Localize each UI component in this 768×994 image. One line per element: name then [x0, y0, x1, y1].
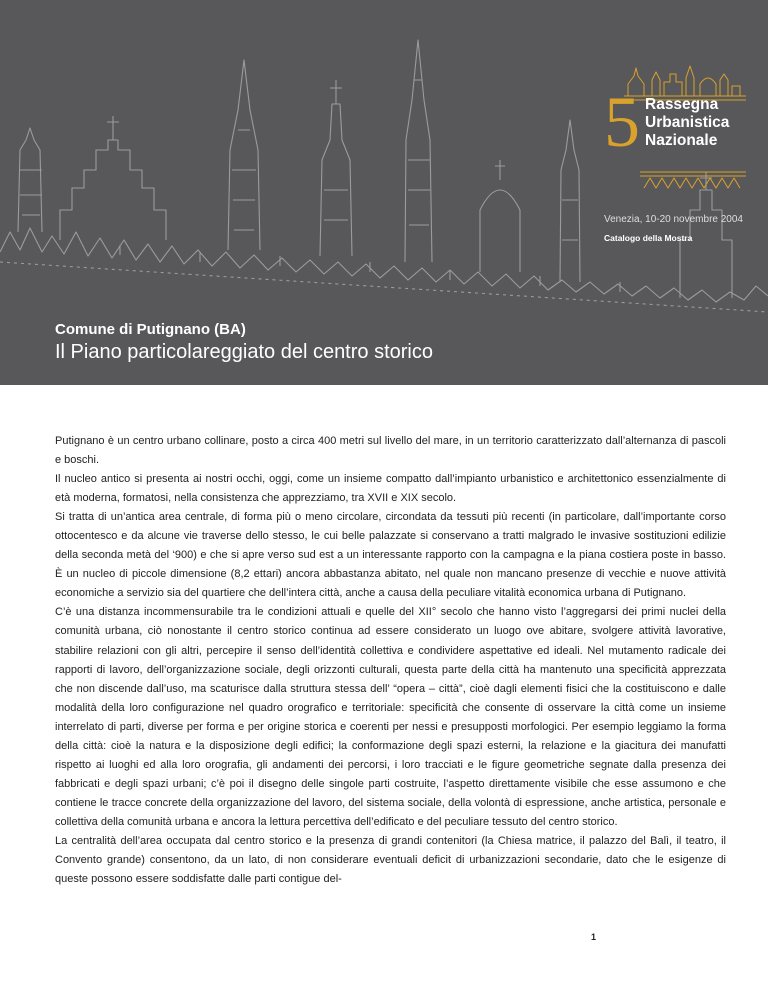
page-title: Il Piano particolareggiato del centro storico: [55, 341, 433, 363]
paragraph: La centralità dell’area occupata dal centro storico e la presenza di grandi contenitori (la Chiesa matrice, il palazzo del Balì, il teatro, il Convento grande) consentono, da un lato, di non considerare eventuali deficit di urbanizzazioni secondarie, dato che le esigenze di queste possono essere soddisfatte dalle parti contigue del-: [55, 834, 726, 886]
paragraph: Il nucleo antico si presenta ai nostri occhi, oggi, come un insieme compatto dall’impianto urbanistico e architettonico essenzialmente di età moderna, formatosi, nella consistenza che apprezziamo, tra XVII e XIX secolo.: [55, 473, 726, 505]
logo-title: [645, 96, 729, 150]
logo-line-2: Urbanistica: [645, 114, 730, 131]
municipality-title: Comune di Putignano (BA): [55, 321, 246, 338]
event-place-date: Venezia, 10-20 novembre 2004: [604, 214, 743, 225]
logo-line-3: Nazionale: [645, 132, 718, 149]
logo-line-1: Rassegna: [645, 96, 719, 113]
page-number: 1: [591, 932, 597, 942]
paragraph: Putignano è un centro urbano collinare, posto a circa 400 metri sul livello del mare, in un territorio caratterizzato dall’alternanza di pascoli e boschi.: [55, 435, 726, 467]
paragraph: C’è una distanza incommensurabile tra le condizioni attuali e quelle del XII° secolo che hanno visto l’aggregarsi dei primi nuclei della comunità urbana, ciò nonostante il centro storico continua ad essere considerato un luogo ove abitare, svolgere attività lavorative, stabilire relazioni con gli altri, percepire il senso dell’identità collettiva e condividere aspettative ed ideali. Nel mutamento radicale dei rapporti di lavoro, dell’organizzazione sociale, degli orizzonti culturali, questa parte della città ha mantenuto una specificità apprezzata che non discende dall’uso, ma scaturisce dalla struttura stessa dell’ “opera – città”, cioè dagli elementi fisici che la costituiscono e dalle modalità della loro configurazione nel quadro orografico e territoriale: specificità che consente di osservare la città come un insieme interrelato di parti, diverse per forma e per origine storica e coerenti per nessi e presupposti morfologici. Per esempio leggiamo la forma della città: cioè la natura e la disposizione degli edifici; la conformazione degli spazi esterni, la relazione e la giacitura dei manufatti rispetto ai luoghi ed alla loro orografia, gli andamenti dei percorsi, i loro tracciati e le figure geometriche segnate dalla presenza dei fabbricati e degli spazi urbani; c’è poi il disegno delle singole parti costruite, l’aspetto direttamente visibile che esse assumono e che contiene le tracce concrete della organizzazione del lavoro, del sistema sociale, della volontà di espressione, anche artistica, personale e collettiva della comunità urbana e ancora la lettura percettiva dell’edificato e del peculiare tessuto del centro storico.: [55, 606, 726, 828]
header-banner: [0, 0, 768, 385]
paragraph: Si tratta di un’antica area centrale, di forma più o meno circolare, circondata da tessuti più recenti (in particolare, dall’importante corso ottocentesco e da alcune vie traverse dello stesso, le cui belle palazzate si conservano a tratti malgrado le invasive sostituzioni edilizie della seconda metà del ‘900) e che si apre verso sud est a un interessante rapporto con la campagna e la piana costiera poste in basso. È un nucleo di piccole dimensione (8,2 ettari) ancora abbastanza abitato, nel quale non mancano presenze di vecchie e nuove attività economiche a servizio sia del quartiere che dell’intera città, anche a causa della peculiare vitalità economica urbana di Putignano.: [55, 511, 726, 600]
event-catalog-label: Catalogo della Mostra: [604, 233, 693, 243]
body-text: [55, 432, 726, 889]
logo-edition-number: 5: [604, 82, 640, 162]
